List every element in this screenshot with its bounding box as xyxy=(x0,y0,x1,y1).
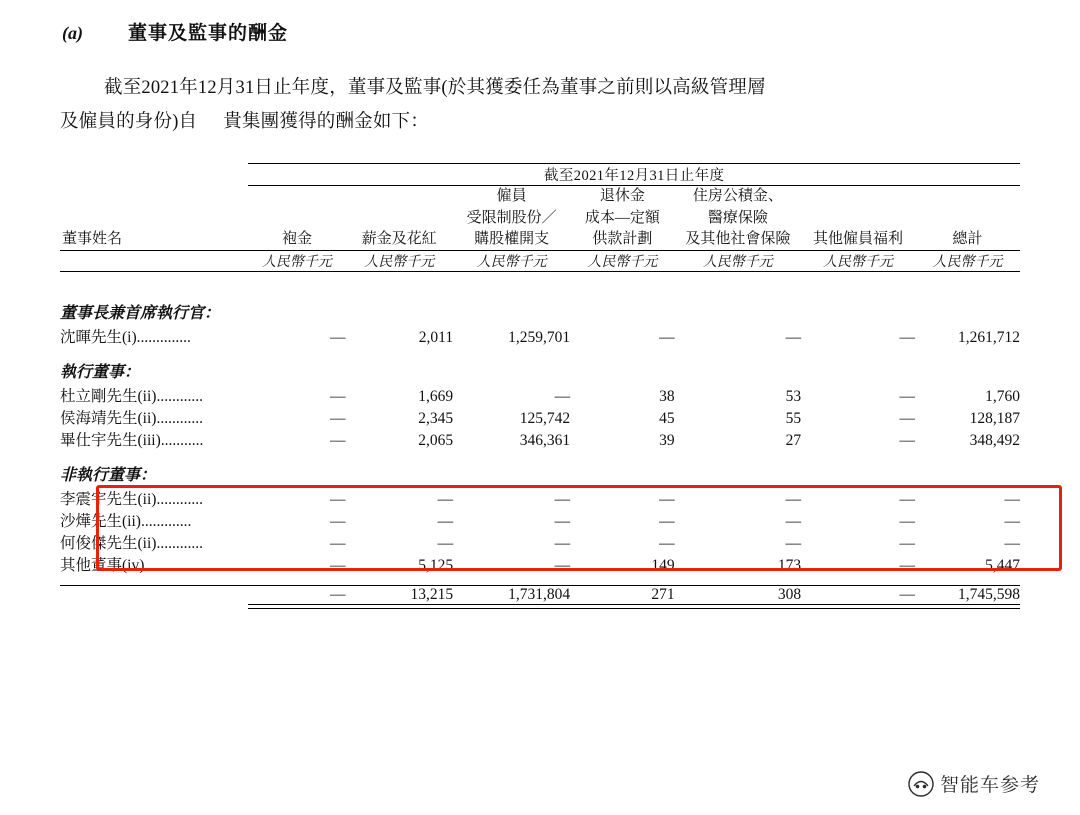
watermark xyxy=(908,770,1040,797)
intro-paragraph xyxy=(60,71,1020,139)
section-title: 董事及監事的酬金 xyxy=(128,23,289,44)
total-share-expense: 1,731,804 xyxy=(453,586,570,605)
group-title-non-executive-directors: 非執行董事： xyxy=(60,467,157,485)
cell-share-expense: 1,259,701 xyxy=(508,329,571,347)
remuneration-table-wrap xyxy=(60,163,1020,609)
cell-salary-bonus: 1,669 xyxy=(418,388,454,406)
row-name-hou-haijing: 侯海靖先生(ii)............ xyxy=(60,410,203,428)
col-header-total: 總計 xyxy=(952,231,983,248)
table-row xyxy=(60,384,1020,406)
table-column-header-row xyxy=(60,186,1020,251)
unit-other-benefits: 人民幣千元 xyxy=(801,251,915,272)
total-social-insurance: 308 xyxy=(675,586,801,605)
cell-share-expense: — xyxy=(554,535,571,553)
table-row xyxy=(60,553,1020,575)
cell-social-insurance: 173 xyxy=(777,557,802,575)
cell-share-expense: — xyxy=(554,513,571,531)
row-name-li-zhenyu: 李震宇先生(ii)............ xyxy=(60,491,203,509)
total-fees: — xyxy=(248,586,345,605)
cell-other-benefits: — xyxy=(899,557,915,575)
group-title-row xyxy=(60,347,1020,384)
cell-fees: — xyxy=(329,388,346,406)
cell-other-benefits: — xyxy=(899,491,915,509)
remuneration-table xyxy=(60,163,1020,609)
table-units-row xyxy=(60,251,1020,272)
cell-share-expense: — xyxy=(554,491,571,509)
table-row xyxy=(60,325,1020,347)
table-spacer xyxy=(60,575,1020,586)
unit-share-expense: 人民幣千元 xyxy=(453,251,570,272)
total-other-benefits: — xyxy=(801,586,915,605)
cell-salary-bonus: 2,011 xyxy=(418,329,454,347)
total-pension: 271 xyxy=(570,586,674,605)
cell-fees: — xyxy=(329,491,346,509)
col-header-salary-bonus-text: 薪金及花紅 xyxy=(361,231,437,248)
table-period-header-row xyxy=(60,164,1020,186)
cell-salary-bonus: — xyxy=(437,513,454,531)
cell-fees: — xyxy=(329,513,346,531)
cell-share-expense: 125,742 xyxy=(519,410,571,428)
cell-other-benefits: — xyxy=(899,535,915,553)
unit-pension: 人民幣千元 xyxy=(570,251,674,272)
row-name-sha-ye: 沙燁先生(ii)............. xyxy=(60,513,192,531)
total-row-label xyxy=(60,586,248,605)
intro-line-2b: 貴集團獲得的酬金如下： xyxy=(223,112,429,133)
section-heading xyxy=(62,18,1020,45)
cell-total: 128,187 xyxy=(969,410,1020,428)
intro-line-2a: 及僱員的身份)自 xyxy=(60,112,198,133)
cell-salary-bonus: 2,345 xyxy=(418,410,454,428)
cell-pension: 38 xyxy=(659,388,675,406)
cell-social-insurance: — xyxy=(785,535,802,553)
table-total-row xyxy=(60,586,1020,605)
intro-line-1: 截至2021年12月31日止年度，董事及監事(於其獲委任為董事之前則以高級管理層 xyxy=(104,78,766,98)
table-row xyxy=(60,509,1020,531)
cell-other-benefits: — xyxy=(899,432,915,450)
cell-other-benefits: — xyxy=(899,329,915,347)
cell-pension: — xyxy=(659,491,675,509)
cell-total: — xyxy=(1004,535,1020,553)
col-header-share-expense: 僱員 受限制股份／ 購股權開支 xyxy=(466,188,557,248)
row-name-bi-shiyu: 畢仕宇先生(iii)........... xyxy=(60,432,204,450)
col-header-other-benefits: 其他僱員福利 xyxy=(812,231,903,248)
unit-total: 人民幣千元 xyxy=(915,251,1020,272)
cell-other-benefits: — xyxy=(899,410,915,428)
col-header-fees-text: 袍金 xyxy=(281,231,312,248)
period-header: 截至2021年12月31日止年度 xyxy=(248,164,1020,186)
unit-salary-bonus: 人民幣千元 xyxy=(345,251,453,272)
cell-other-benefits: — xyxy=(899,513,915,531)
cell-salary-bonus: — xyxy=(437,535,454,553)
group-title-chairman: 董事長兼首席執行官： xyxy=(60,305,221,323)
total-salary-bonus: 13,215 xyxy=(345,586,453,605)
cell-social-insurance: — xyxy=(785,329,802,347)
table-spacer xyxy=(60,272,1020,289)
cell-total: 1,261,712 xyxy=(958,329,1020,347)
unit-fees: 人民幣千元 xyxy=(248,251,345,272)
cell-share-expense: — xyxy=(554,557,571,575)
table-row xyxy=(60,487,1020,509)
cell-salary-bonus: — xyxy=(437,491,454,509)
col-header-salary-bonus xyxy=(345,186,453,251)
group-title-executive-directors: 執行董事： xyxy=(60,364,141,382)
cell-total: — xyxy=(1004,491,1020,509)
col-header-social-insurance: 住房公積金、 醫療保險 及其他社會保險 xyxy=(685,188,791,248)
watermark-logo-icon xyxy=(908,771,934,797)
cell-pension: — xyxy=(659,535,675,553)
unit-social-insurance: 人民幣千元 xyxy=(675,251,801,272)
cell-social-insurance: — xyxy=(785,491,802,509)
row-name-he-junjie: 何俊傑先生(ii)............ xyxy=(60,535,203,553)
cell-fees: — xyxy=(329,410,346,428)
cell-social-insurance: 27 xyxy=(785,432,802,450)
col-header-name-text: 董事姓名 xyxy=(62,231,123,248)
cell-fees: — xyxy=(329,535,346,553)
watermark-text: 智能车参考 xyxy=(939,775,1040,796)
cell-total: — xyxy=(1004,513,1020,531)
group-title-row xyxy=(60,288,1020,325)
cell-pension: 39 xyxy=(659,432,675,450)
cell-other-benefits: — xyxy=(899,388,915,406)
cell-share-expense: — xyxy=(554,388,571,406)
cell-total: 5,447 xyxy=(985,557,1020,575)
row-name-du-ligang: 杜立剛先生(ii)............ xyxy=(60,388,203,406)
table-row xyxy=(60,406,1020,428)
cell-total: 348,492 xyxy=(969,432,1020,450)
cell-pension: — xyxy=(659,329,675,347)
section-marker: (a) xyxy=(62,23,83,43)
cell-pension: 45 xyxy=(659,410,675,428)
table-row xyxy=(60,428,1020,450)
cell-salary-bonus: 2,065 xyxy=(418,432,454,450)
cell-fees: — xyxy=(329,329,346,347)
row-name-other-directors: 其他董事(iv)............. xyxy=(60,557,195,575)
group-title-row xyxy=(60,450,1020,487)
col-header-pension: 退休金 成本—定額 供款計劃 xyxy=(584,188,660,248)
cell-social-insurance: 53 xyxy=(785,388,802,406)
cell-total: 1,760 xyxy=(985,388,1020,406)
col-header-fees xyxy=(248,186,345,251)
table-row xyxy=(60,531,1020,553)
cell-pension: 149 xyxy=(651,557,675,575)
col-header-name xyxy=(60,186,248,251)
table-double-rule xyxy=(60,605,1020,609)
row-name-shen-hui: 沈暉先生(i).............. xyxy=(60,329,191,347)
total-total: 1,745,598 xyxy=(915,586,1020,605)
cell-fees: — xyxy=(329,557,346,575)
cell-share-expense: 346,361 xyxy=(519,432,571,450)
cell-pension: — xyxy=(659,513,675,531)
cell-salary-bonus: 5,125 xyxy=(418,557,454,575)
cell-fees: — xyxy=(329,432,346,450)
cell-social-insurance: 55 xyxy=(785,410,802,428)
cell-social-insurance: — xyxy=(785,513,802,531)
